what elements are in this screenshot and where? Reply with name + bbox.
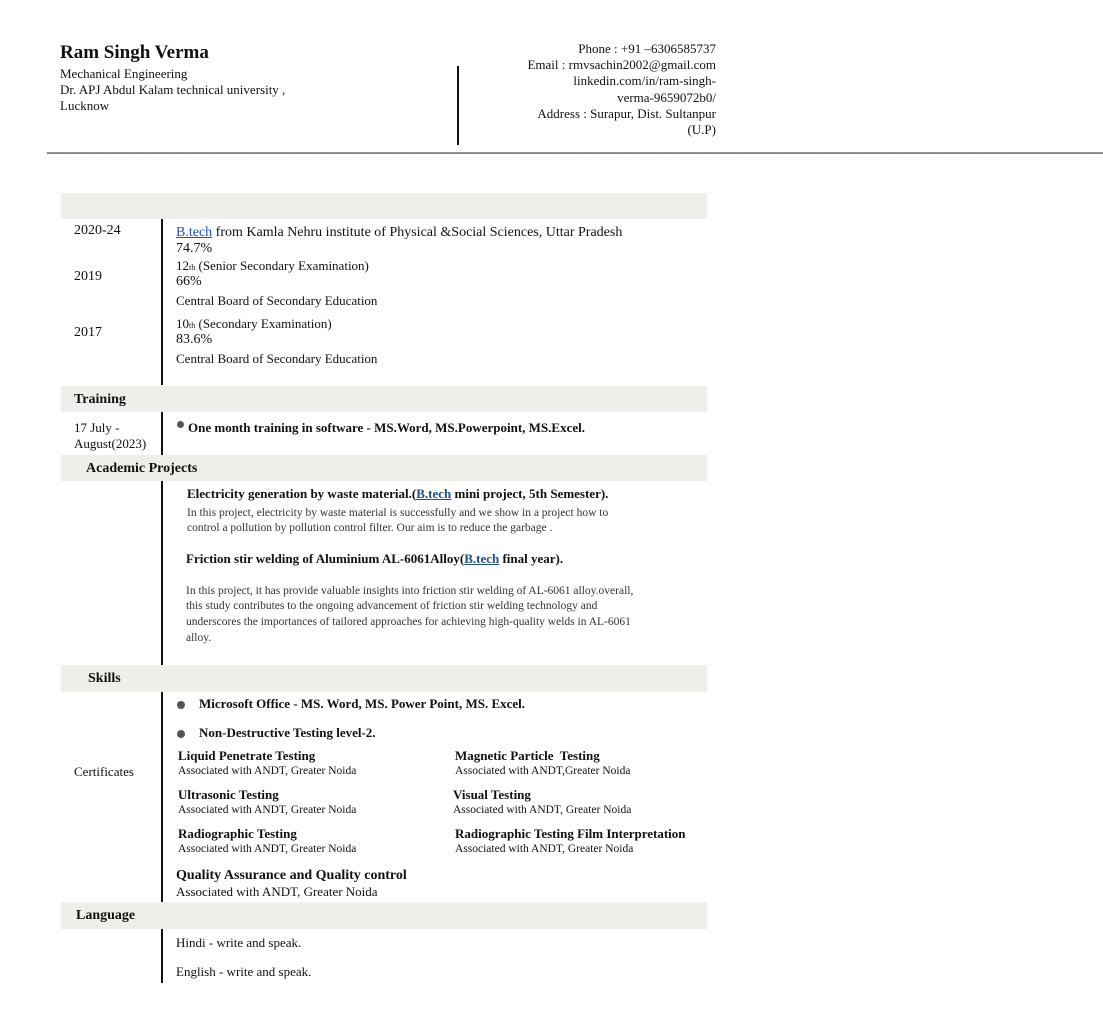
cert-2 [455, 748, 630, 778]
university-line-1: Dr. APJ Abdul Kalam technical university , [60, 82, 286, 97]
edu-year-2: 2019 [74, 269, 102, 284]
edu-level-2 [176, 258, 369, 276]
projects-heading: Academic Projects [86, 461, 198, 476]
address-line-2: (U.P) [687, 122, 716, 138]
skills-heading: Skills [88, 671, 121, 686]
edu-level-3-num: 10 [176, 316, 189, 331]
project-title-1-b: mini project, 5th Semester). [451, 486, 609, 501]
university-line-2: Lucknow [60, 98, 110, 113]
edu-board-2: Central Board of Secondary Education [176, 293, 378, 308]
project-title-1-a: Electricity generation by waste material.( [187, 486, 417, 501]
edu-year-1: 2020-24 [74, 223, 121, 238]
training-date-line-1: 17 July - [74, 420, 120, 435]
project-title-2-b: final year). [499, 551, 564, 566]
edu-level-2-text: (Senior Secondary Examination) [195, 258, 369, 273]
project-2-desc-line-1: In this project, it has provide valuable insights into friction stir welding of AL-6061 alloy.overall, [186, 585, 634, 597]
cert-7 [176, 867, 407, 900]
email: Email : rmvsachin2002@gmail.com [527, 57, 716, 73]
linkedin-line-2: verma-9659072b0/ [617, 89, 716, 105]
education-rule [161, 219, 163, 385]
certificates-label: Certificates [74, 764, 134, 779]
address-line-1: Address : Surapur, Dist. Sultanpur [537, 105, 716, 121]
project-2-desc-line-2: this study contributes to the ongoing advancement of friction stir welding technology and [186, 600, 598, 612]
cert-3-title: Ultrasonic Testing [178, 787, 279, 802]
language-heading: Language [76, 908, 136, 923]
project-title-2-a: Friction stir welding of Aluminium AL-6061Alloy( [186, 551, 465, 566]
header-separator [457, 66, 459, 145]
project-1-desc-line-1: In this project, electricity by waste material is successfully and we show in a project how to [187, 507, 609, 519]
edu-score-3: 83.6% [176, 332, 213, 347]
bullet-icon [177, 730, 185, 738]
training-band [61, 386, 707, 412]
bullet-icon [177, 701, 185, 709]
project-2-btech-link[interactable]: B.tech [464, 551, 500, 566]
cert-6 [455, 826, 686, 856]
language-item-2: English - write and speak. [176, 964, 312, 979]
field-of-study: Mechanical Engineering [60, 66, 188, 81]
cert-2-sub: Associated with ANDT,Greater Noida [455, 765, 631, 777]
cert-4 [453, 787, 631, 817]
cert-7-sub: Associated with ANDT, Greater Noida [176, 884, 378, 899]
contact-block [516, 41, 716, 138]
training-item: One month training in software - MS.Word, MS.Powerpoint, MS.Excel. [188, 420, 585, 435]
cert-5 [178, 826, 356, 856]
cert-2-title: Magnetic Particle Testing [455, 748, 600, 763]
skill-bullet-2: Non-Destructive Testing level-2. [199, 725, 376, 740]
skills-band [61, 665, 707, 692]
cert-5-sub: Associated with ANDT, Greater Noida [178, 843, 357, 855]
phone: Phone : +91 –6306585737 [578, 41, 716, 56]
cert-4-sub: Associated with ANDT, Greater Noida [453, 804, 632, 816]
project-title-1 [187, 486, 608, 502]
projects-band [61, 455, 707, 481]
cert-5-title: Radiographic Testing [178, 826, 297, 841]
linkedin-line-1: linkedin.com/in/ram-singh- [573, 73, 716, 89]
edu-score-1: 74.7% [176, 241, 213, 256]
training-heading: Training [74, 392, 126, 407]
btech-link[interactable]: B.tech [176, 225, 213, 240]
language-item-1: Hindi - write and speak. [176, 935, 302, 950]
cert-6-sub: Associated with ANDT, Greater Noida [455, 843, 634, 855]
edu-level-3-text: (Secondary Examination) [195, 316, 332, 331]
edu-level-2-num: 12 [176, 258, 189, 273]
training-rule [161, 412, 163, 455]
cert-3 [178, 787, 356, 817]
cert-4-title: Visual Testing [453, 787, 531, 802]
edu-degree-1-text: from Kamla Nehru institute of Physical &Social Sciences, Uttar Pradesh [212, 225, 623, 240]
training-date-line-2: August(2023) [74, 436, 147, 451]
project-2-desc-line-3: underscores the importances of tailored approaches for achieving high-quality welds in AL-6061 [186, 616, 631, 628]
project-title-2 [186, 551, 563, 567]
edu-level-2-sup: th [189, 263, 196, 272]
bullet-icon [177, 421, 184, 428]
cert-1 [178, 748, 356, 778]
cert-3-sub: Associated with ANDT, Greater Noida [178, 804, 357, 816]
edu-board-3: Central Board of Secondary Education [176, 351, 378, 366]
candidate-name: Ram Singh Verma [60, 42, 209, 63]
cert-6-title: Radiographic Testing Film Interpretation [455, 826, 686, 841]
projects-rule [161, 481, 163, 665]
header-divider: ———————————————————————————————————————————————————————————————————————————————— [47, 145, 1103, 160]
edu-score-2: 66% [176, 274, 202, 289]
project-1-btech-link[interactable]: B.tech [416, 486, 452, 501]
cert-1-sub: Associated with ANDT, Greater Noida [178, 765, 357, 777]
cert-7-title: Quality Assurance and Quality control [176, 868, 407, 883]
edu-level-3-sup: th [189, 321, 196, 330]
cert-1-title: Liquid Penetrate Testing [178, 748, 316, 763]
language-rule [161, 929, 163, 983]
project-1-desc-line-2: control a pollution by pollution control filter. Our aim is to reduce the garbage . [187, 522, 553, 534]
edu-year-3: 2017 [74, 325, 102, 340]
project-2-desc-line-4: alloy. [186, 632, 212, 644]
language-band [61, 902, 707, 929]
skill-bullet-1: Microsoft Office - MS. Word, MS. Power Point, MS. Excel. [199, 696, 526, 711]
edu-degree-1 [176, 224, 622, 241]
education-band [61, 193, 707, 219]
skills-rule [161, 692, 163, 902]
